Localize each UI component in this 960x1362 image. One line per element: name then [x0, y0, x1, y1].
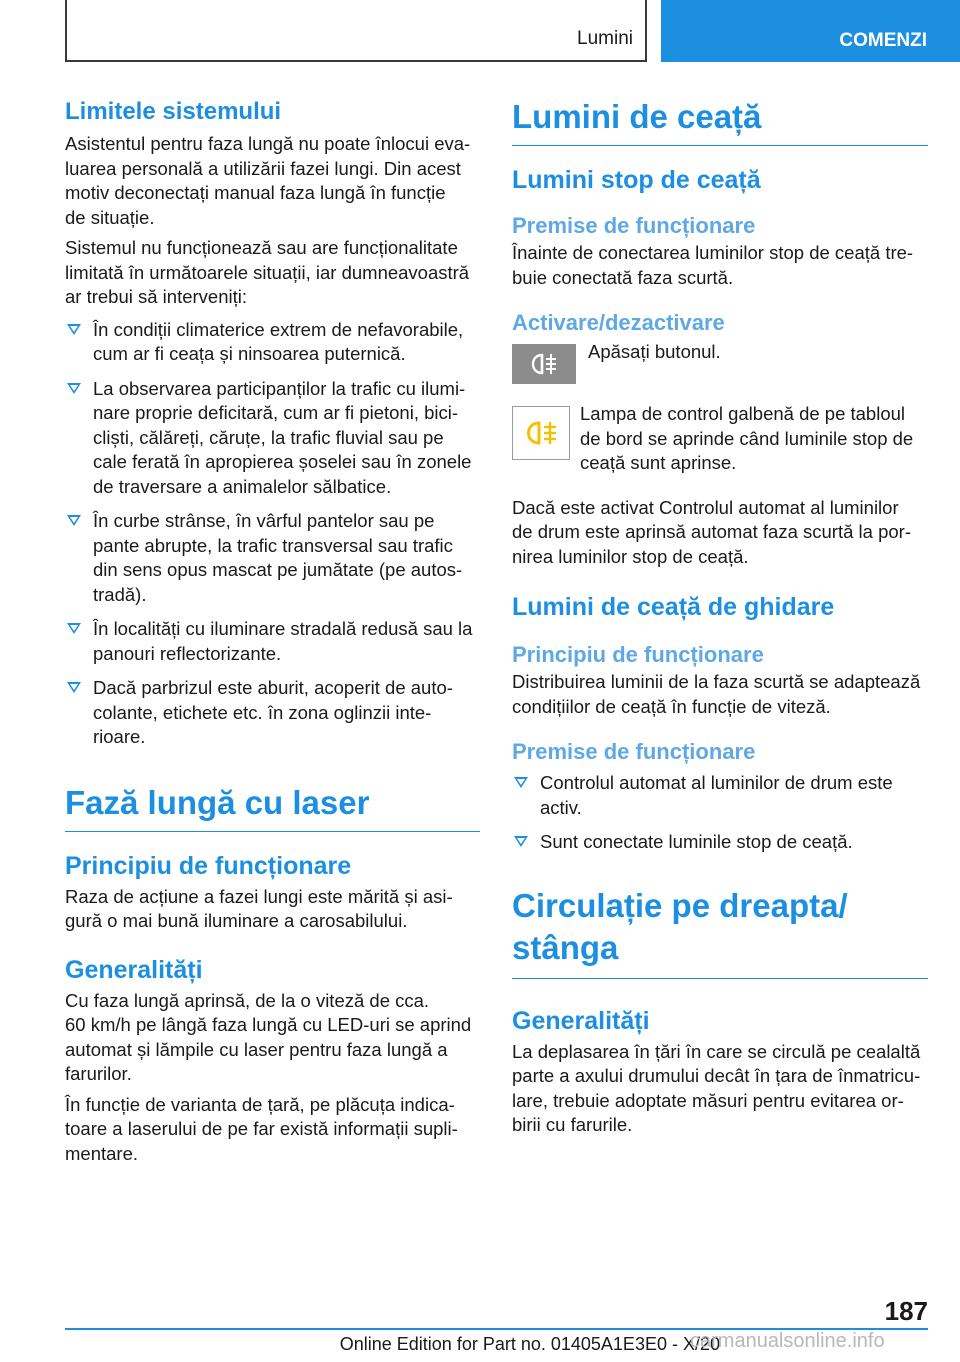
text-line: automat și lămpile cu laser pentru faza lungă a [65, 1038, 448, 1060]
text-line: colante, etichete etc. în zona oglinzii inte- [93, 701, 432, 723]
text-line: 60 km/h pe lângă faza lungă cu LED-uri se aprind [65, 1014, 472, 1035]
text-line: gură o mai bună iluminare a carosabilului. [65, 910, 408, 931]
text-line: ar trebui să interveniți: [65, 286, 248, 307]
list-item [512, 830, 928, 855]
rear-fog-prereq-heading: Premise de funcționare [512, 213, 756, 238]
text-line: Dacă este activat Controlul automat al luminilor [512, 496, 899, 518]
triangle-bullet-icon [514, 777, 528, 788]
triangle-bullet-icon [67, 383, 81, 394]
text-line: Sunt conectate luminile stop de ceață. [540, 831, 853, 852]
auto-light-text [512, 496, 928, 570]
list-item [512, 771, 928, 820]
guide-bullet-list [512, 771, 928, 855]
triangle-bullet-icon [67, 623, 81, 634]
indicator-lamp-text [580, 402, 913, 476]
guide-principle-heading: Principiu de funcționare [512, 642, 764, 667]
triangle-bullet-icon [67, 682, 81, 693]
left-column [65, 98, 480, 1166]
limits-bullet-list [65, 318, 480, 750]
text-line: motiv deconectați manual faza lungă în funcție [65, 182, 446, 203]
text-line: nare proprie deficitară, cum ar fi pietoni, bici- [93, 402, 459, 423]
text-line: de situație. [65, 206, 155, 228]
text-line: lare, trebuie adoptate măsuri pentru evitarea or- [512, 1089, 904, 1111]
text-line: rioare. [93, 726, 146, 747]
text-line: Sistemul nu funcționează sau are funcționalitate [65, 237, 458, 258]
text-line: Raza de acțiune a fazei lungi este mărită și asi- [65, 885, 453, 907]
text-line: farurilor. [65, 1063, 132, 1084]
list-item [65, 318, 480, 367]
limits-paragraph-2 [65, 236, 480, 310]
text-line: În curbe strânse, în vârful pantelor sau pe [93, 510, 435, 531]
rear-fog-light-icon [522, 350, 566, 378]
indicator-lamp-image [512, 406, 570, 460]
text-line: tradă). [93, 583, 147, 605]
footer-edition: Online Edition for Part no. 01405A1E3E0 - X/20 [339, 1334, 720, 1354]
text-line: cum ar fi ceața și ninsoarea puternică. [93, 343, 406, 364]
text-line: din sens opus mascat pe jumătate (pe autos- [93, 559, 463, 580]
text-line: condițiilor de ceață în funcție de viteză. [512, 695, 831, 717]
list-item [65, 509, 480, 607]
text-line: În localități cu iluminare stradală redusă sau la [93, 618, 473, 639]
text-line: Distribuirea luminii de la faza scurtă se adaptează [512, 671, 921, 692]
text-line: Asistentul pentru faza lungă nu poate înlocui eva- [65, 133, 471, 154]
laser-principle-text [65, 885, 480, 934]
yellow-fog-indicator-icon [519, 417, 563, 449]
text-line: cliști, călăreți, căruțe, la trafic fluvial sau pe [93, 426, 444, 448]
text-line: Înainte de conectarea luminilor stop de ceață tre- [512, 242, 914, 263]
limits-heading: Limitele sistemului [65, 98, 282, 125]
laser-general-heading: Generalități [65, 955, 203, 984]
text-line: mentare. [65, 1142, 139, 1164]
header-section-title: Lumini [577, 28, 633, 49]
list-item [65, 377, 480, 500]
guide-fog-heading: Lumini de ceață de ghidare [512, 593, 835, 621]
list-item [65, 617, 480, 666]
triangle-bullet-icon [67, 515, 81, 526]
watermark: carmanualsonline.info [690, 1330, 885, 1352]
text-line: nirea luminilor stop de ceață. [512, 545, 749, 567]
traffic-side-heading [512, 885, 928, 979]
indicator-lamp-row [512, 403, 928, 476]
limits-paragraph-1 [65, 132, 480, 230]
triangle-bullet-icon [514, 836, 528, 847]
triangle-bullet-icon [67, 324, 81, 335]
header-chapter-tab [661, 0, 960, 62]
rear-fog-prereq-text [512, 241, 928, 290]
laser-general-text-2 [65, 1093, 480, 1167]
text-line: de bord se aprinde când luminile stop de [580, 427, 914, 449]
text-line: de drum este aprinsă automat faza scurtă la por- [512, 521, 911, 542]
traffic-general-heading: Generalități [512, 1006, 650, 1035]
traffic-general-text [512, 1040, 928, 1138]
activation-heading: Activare/dezactivare [512, 310, 725, 335]
text-line: luarea personală a utilizării fazei lungi. Din acest [65, 157, 461, 179]
page-number: 187 [884, 1296, 928, 1326]
text-line: Lampa de control galbenă de pe tabloul [580, 403, 906, 424]
fog-button-row [512, 341, 928, 384]
text-line: activ. [540, 796, 582, 818]
rear-fog-heading: Lumini stop de ceață [512, 166, 761, 194]
fog-lights-heading: Lumini de ceață [512, 98, 928, 146]
guide-prereq-heading: Premise de funcționare [512, 739, 756, 764]
text-line: pante abrupte, la trafic transversal sau trafic [93, 534, 453, 556]
text-line: Dacă parbrizul este aburit, acoperit de auto- [93, 677, 453, 698]
text-line: ceață sunt aprinse. [580, 452, 737, 473]
text-line: birii cu farurile. [512, 1114, 633, 1135]
guide-principle-text [512, 670, 928, 719]
list-item [65, 676, 480, 750]
laser-general-text [65, 989, 480, 1087]
heading-line: Circulație pe dreapta/ [512, 886, 848, 924]
text-line: La deplasarea în țări în care se circulă pe cealaltă [512, 1040, 921, 1062]
text-line: limitată în următoarele situații, iar dumneavoastră [65, 261, 470, 283]
text-line: de traversare a animalelor sălbatice. [93, 475, 392, 497]
text-line: panouri reflectorizante. [93, 642, 282, 664]
text-line: În funcție de varianta de țară, pe plăcuța indica- [65, 1093, 455, 1115]
heading-line: stânga [512, 928, 619, 966]
text-line: parte a axului drumului decât în țara de înmatricu- [512, 1065, 921, 1086]
text-line: La observarea participanților la trafic cu ilumi- [93, 377, 466, 399]
text-line: cale ferată în apropierea șoselei sau în zonele [93, 451, 472, 472]
laser-principle-heading: Principiu de funcționare [65, 851, 352, 880]
header-chapter-title: COMENZI [839, 30, 927, 51]
text-line: toare a laserului de pe far există informații supli- [65, 1118, 458, 1139]
laser-high-beam-heading: Fază lungă cu laser [65, 784, 480, 832]
text-line: În condiții climaterice extrem de nefavorabile, [93, 318, 464, 340]
press-button-text: Apăsați butonul. [588, 341, 721, 362]
text-line: Controlul automat al luminilor de drum este [540, 772, 893, 793]
text-line: buie conectată faza scurtă. [512, 266, 734, 288]
right-column [512, 98, 928, 1138]
header-section-box [65, 0, 647, 62]
text-line: Cu faza lungă aprinsă, de la o viteză de cca. [65, 989, 430, 1011]
rear-fog-button-image [512, 344, 576, 384]
